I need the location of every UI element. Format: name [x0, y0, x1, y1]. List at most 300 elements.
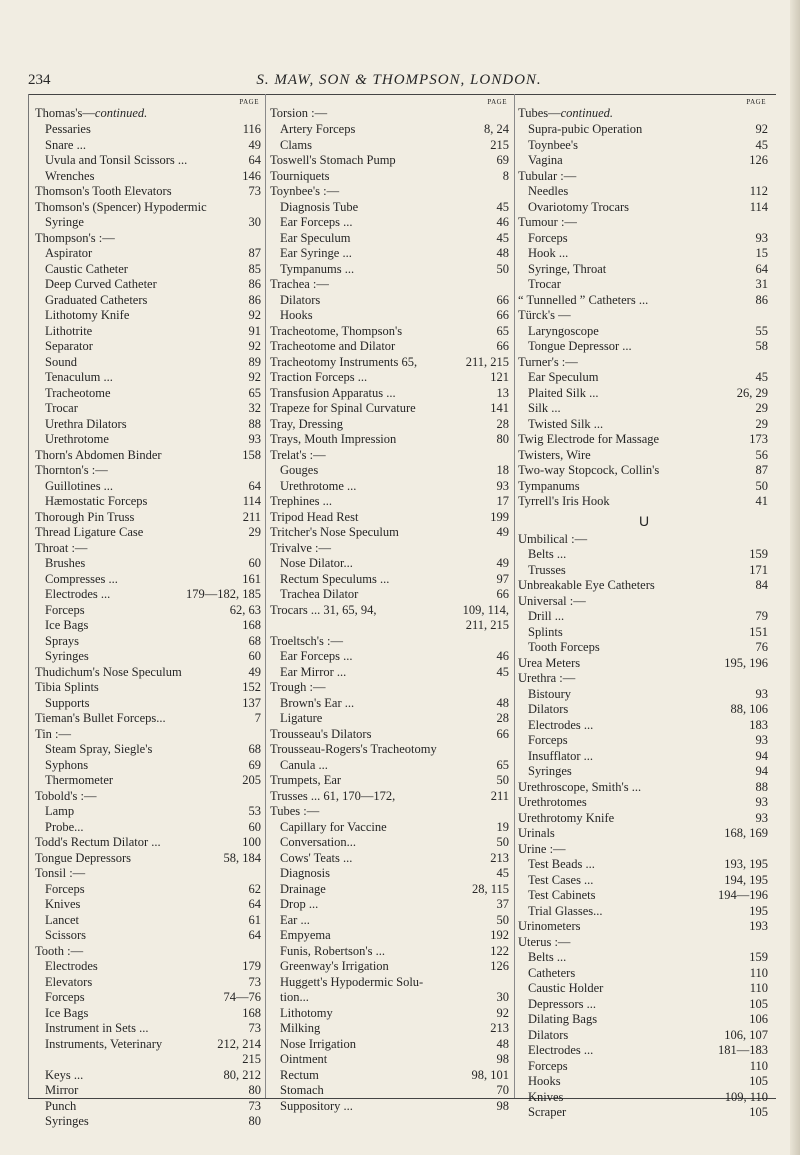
index-entry	[270, 184, 511, 200]
index-entry	[270, 820, 511, 836]
index-entry	[518, 494, 770, 510]
entry-label: Milking	[280, 1021, 321, 1035]
entry-label: Urethra :—	[518, 671, 576, 685]
entry-label: Ointment	[280, 1052, 328, 1066]
entry-label: Hæmostatic Forceps	[45, 494, 148, 508]
index-entry	[35, 758, 263, 774]
entry-page-ref: 8, 24	[484, 122, 509, 136]
entry-page-ref: 45	[496, 230, 509, 245]
entry-label: Thudichum's Nose Speculum	[35, 664, 182, 679]
index-entry	[35, 417, 263, 433]
entry-label: Depressors ...	[528, 996, 597, 1011]
column-heading	[518, 96, 770, 122]
index-entry	[518, 1090, 770, 1106]
index-entry	[518, 640, 770, 656]
entry-label: Tobold's :—	[35, 788, 97, 803]
entry-label: Thornton's :—	[35, 463, 108, 477]
index-entry	[518, 532, 770, 548]
entry-label: Punch	[45, 1098, 77, 1113]
index-entry	[35, 944, 263, 960]
entry-label: Todd's Rectum Dilator ...	[35, 835, 161, 849]
index-entry	[35, 789, 263, 805]
entry-label: Rectum	[280, 1067, 319, 1082]
entry-label: Trays, Mouth Impression	[270, 432, 397, 446]
index-entry	[35, 308, 263, 324]
entry-page-ref: 110	[749, 981, 768, 995]
entry-page-ref: 31	[755, 277, 768, 291]
entry-page-ref: 88, 106	[730, 702, 768, 716]
index-entry	[270, 618, 511, 634]
entry-label: Test Cases ...	[528, 872, 594, 887]
entry-label: Thompson's :—	[35, 230, 115, 245]
entry-label: Tracheotome, Thompson's	[270, 323, 403, 338]
index-entry	[518, 262, 770, 278]
index-entry	[518, 795, 770, 811]
entry-label: Toynbee's :—	[270, 184, 340, 198]
entry-label: Lithotomy	[280, 1005, 333, 1020]
entry-label: Cows' Teats ...	[280, 850, 353, 865]
entry-label: Scraper	[528, 1105, 567, 1119]
entry-label: Trephines ...	[270, 494, 333, 508]
entry-label: Caustic Catheter	[45, 261, 128, 276]
index-entry	[35, 556, 263, 572]
entry-page-ref: 183	[749, 717, 768, 732]
index-entry	[270, 1052, 511, 1068]
index-entry	[35, 401, 263, 417]
entry-page-ref: 64	[248, 897, 261, 911]
entry-label: Deep Curved Catheter	[45, 277, 157, 291]
entry-label: Throat :—	[35, 540, 88, 555]
entry-page-ref: 116	[242, 122, 261, 136]
entry-page-ref: 73	[248, 1098, 261, 1113]
index-entry	[518, 479, 770, 495]
index-entry	[270, 789, 511, 805]
index-entry	[518, 339, 770, 355]
entry-label: Vagina	[528, 153, 563, 167]
index-entry	[35, 1037, 263, 1053]
entry-label: Sprays	[45, 633, 80, 648]
entry-page-ref: 80	[248, 1114, 261, 1128]
entry-label: Ligature	[280, 711, 323, 725]
entry-label: Drop ...	[280, 897, 319, 911]
index-entry	[270, 913, 511, 929]
entry-label: Transfusion Apparatus ...	[270, 385, 396, 400]
index-entry	[270, 680, 511, 696]
index-entry	[35, 432, 263, 448]
entry-page-ref: 212, 214	[217, 1036, 261, 1051]
index-entry	[518, 656, 770, 672]
entry-label: Ear Speculum	[528, 370, 599, 384]
entry-page-ref: 80	[496, 432, 509, 446]
index-entry	[270, 355, 511, 371]
entry-page-ref: 49	[496, 556, 509, 570]
entry-label: Catheters	[528, 965, 576, 980]
entry-label: Trusses ... 61, 170—172,	[270, 788, 396, 803]
index-entry	[270, 541, 511, 557]
entry-page-ref: 151	[749, 624, 768, 639]
index-entry	[270, 742, 511, 758]
index-entry	[518, 463, 770, 479]
index-entry	[518, 888, 770, 904]
entry-page-ref: 211, 215	[465, 618, 509, 632]
entry-label: Wrenches	[45, 168, 95, 183]
entry-page-ref: 56	[755, 447, 768, 462]
entry-label: Trelat's :—	[270, 447, 326, 462]
index-entry	[518, 764, 770, 780]
entry-page-ref: 45	[496, 664, 509, 679]
entry-page-ref: 213	[490, 1021, 509, 1035]
index-entry	[518, 1043, 770, 1059]
index-entry	[35, 866, 263, 882]
index-entry	[518, 609, 770, 625]
entry-page-ref: 94	[755, 748, 768, 763]
index-entry	[35, 572, 263, 588]
index-entry	[35, 153, 263, 169]
index-entry	[35, 541, 263, 557]
index-entry	[270, 432, 511, 448]
entry-page-ref: 173	[749, 432, 768, 446]
entry-label: Laryngoscope	[528, 323, 599, 338]
index-entry	[35, 882, 263, 898]
entry-label: Traction Forceps ...	[270, 370, 368, 384]
index-entry	[518, 153, 770, 169]
entry-label: Funis, Robertson's ...	[280, 943, 386, 958]
index-entry	[270, 494, 511, 510]
index-entry	[270, 401, 511, 417]
entry-label: Tooth Forceps	[528, 640, 600, 654]
entry-label: Thorn's Abdomen Binder	[35, 447, 162, 462]
index-entry	[518, 780, 770, 796]
entry-label: Tracheotomy Instruments 65,	[270, 354, 418, 369]
index-entry	[270, 572, 511, 588]
index-entry	[35, 913, 263, 929]
entry-label: Unbreakable Eye Catheters	[518, 578, 655, 592]
entry-label: Tongue Depressor ...	[528, 339, 632, 353]
entry-label: Dilating Bags	[528, 1012, 598, 1026]
page-header	[28, 72, 770, 92]
index-entry	[35, 1052, 263, 1068]
index-entry	[35, 262, 263, 278]
entry-label: Toswell's Stomach Pump	[270, 153, 396, 167]
entry-page-ref: 110	[749, 1058, 768, 1073]
entry-label: Lithotrite	[45, 323, 93, 338]
entry-page-ref: 69	[496, 153, 509, 167]
entry-page-ref: 17	[496, 494, 509, 508]
entry-page-ref: 60	[248, 819, 261, 834]
entry-label: Electrodes ...	[528, 717, 594, 732]
entry-label: Hooks	[528, 1074, 561, 1088]
entry-page-ref: 193	[749, 919, 768, 933]
entry-page-ref: 122	[490, 943, 509, 958]
index-entry	[35, 525, 263, 541]
entry-label: Syphons	[45, 757, 89, 772]
index-entry	[270, 556, 511, 572]
left-rule	[28, 94, 29, 1098]
index-entry	[35, 1021, 263, 1037]
entry-page-ref: 66	[496, 726, 509, 741]
entry-label: Trocar	[528, 277, 561, 291]
entry-page-ref: 45	[755, 137, 768, 152]
entry-page-ref: 45	[496, 199, 509, 214]
entry-label: Nose Irrigation	[280, 1036, 357, 1051]
entry-label: Dilators	[280, 292, 321, 307]
entry-label: Uvula and Tonsil Scissors ...	[45, 153, 188, 167]
index-entry	[35, 851, 263, 867]
entry-page-ref: 46	[496, 649, 509, 663]
entry-page-ref: 195, 196	[724, 655, 768, 670]
page-edge	[790, 0, 800, 1155]
entry-label: Thermometer	[45, 773, 114, 787]
index-entry	[518, 200, 770, 216]
index-entry	[518, 138, 770, 154]
entry-label: Electrodes ...	[45, 587, 111, 601]
entry-page-ref: 92	[496, 1005, 509, 1020]
page-column-label: PAGE	[746, 98, 766, 106]
entry-label: Instruments, Veterinary	[45, 1036, 163, 1051]
entry-label: Toynbee's	[528, 137, 578, 152]
entry-page-ref: 50	[496, 912, 509, 927]
entry-page-ref: 98, 101	[471, 1067, 509, 1082]
entry-label: Caustic Holder	[528, 981, 604, 995]
entry-label: Forceps	[45, 602, 85, 617]
entry-label: Sound	[45, 354, 77, 369]
entry-label: Ear ...	[280, 912, 310, 927]
entry-page-ref: 64	[248, 478, 261, 493]
entry-page-ref: 88	[755, 779, 768, 794]
entry-label: Urethrotome ...	[280, 478, 357, 493]
entry-page-ref: 121	[490, 370, 509, 384]
index-entry	[518, 1028, 770, 1044]
index-entry	[518, 811, 770, 827]
entry-page-ref: 74—76	[223, 990, 261, 1004]
index-entry	[270, 665, 511, 681]
entry-label: Urethrotomy Knife	[518, 810, 615, 825]
index-entry	[518, 702, 770, 718]
entry-label: Knives	[528, 1089, 564, 1104]
entry-page-ref: 73	[248, 974, 261, 989]
entry-page-ref: 30	[248, 215, 261, 229]
index-entry	[270, 944, 511, 960]
index-entry	[35, 649, 263, 665]
entry-page-ref: 105	[749, 1074, 768, 1088]
index-entry	[35, 293, 263, 309]
entry-label: Tracheotome and Dilator	[270, 339, 396, 353]
entry-label: Keys ...	[45, 1067, 84, 1082]
entry-page-ref: 93	[755, 795, 768, 809]
column-heading	[35, 96, 263, 122]
entry-page-ref: 64	[755, 261, 768, 276]
index-entry	[518, 231, 770, 247]
index-entry	[518, 594, 770, 610]
entry-label: Guillotines ...	[45, 478, 114, 493]
entry-label: Silk ...	[528, 401, 561, 415]
index-entry	[270, 1099, 511, 1115]
entry-label: Supra-pubic Operation	[528, 122, 643, 136]
entry-page-ref: 192	[490, 928, 509, 942]
index-entry	[270, 727, 511, 743]
entry-page-ref: 161	[242, 571, 261, 586]
entry-page-ref: 48	[496, 1036, 509, 1051]
index-entry	[270, 882, 511, 898]
entry-label: Tenaculum ...	[45, 370, 113, 384]
index-entry	[270, 308, 511, 324]
entry-page-ref: 73	[248, 184, 261, 198]
entry-page-ref: 50	[755, 478, 768, 493]
entry-label: Diagnosis	[280, 866, 330, 880]
entry-label: Pessaries	[45, 122, 91, 136]
entry-label: Brushes	[45, 556, 86, 570]
entry-label: Dilators	[528, 1027, 569, 1042]
entry-label: Tieman's Bullet Forceps...	[35, 711, 166, 725]
entry-page-ref: 65	[496, 323, 509, 338]
column-title: Tubes—continued.	[518, 106, 614, 120]
entry-page-ref: 50	[496, 835, 509, 849]
entry-page-ref: 97	[496, 571, 509, 586]
entry-page-ref: 66	[496, 587, 509, 601]
entry-label: Empyema	[280, 928, 331, 942]
entry-label: Turner's :—	[518, 354, 578, 369]
index-entry	[270, 1083, 511, 1099]
entry-label: Urine :—	[518, 841, 566, 856]
index-entry	[518, 873, 770, 889]
index-entry	[35, 603, 263, 619]
entry-page-ref: 205	[242, 773, 261, 787]
index-entry	[270, 510, 511, 526]
entry-label: Syringe	[45, 215, 84, 229]
entry-label: Trapeze for Spinal Curvature	[270, 401, 416, 415]
index-entry	[35, 277, 263, 293]
entry-label: Tibia Splints	[35, 680, 99, 694]
entry-label: Trusses	[528, 562, 566, 577]
index-entry	[518, 324, 770, 340]
entry-label: Capillary for Vaccine	[280, 819, 387, 834]
index-entry	[35, 246, 263, 262]
entry-label: Graduated Catheters	[45, 292, 148, 307]
index-entry	[35, 1114, 263, 1130]
entry-page-ref: 49	[248, 137, 261, 152]
entry-label: Bistoury	[528, 686, 572, 701]
entry-label: Brown's Ear ...	[280, 695, 355, 710]
entry-page-ref: 62, 63	[229, 602, 261, 617]
page-column-label: PAGE	[487, 98, 507, 106]
entry-page-ref: 114	[749, 199, 768, 214]
index-entry	[35, 169, 263, 185]
entry-page-ref: 37	[496, 897, 509, 911]
entry-page-ref: 93	[755, 733, 768, 747]
entry-label: Syringe, Throat	[528, 261, 607, 276]
entry-label: Tracheotome	[45, 385, 111, 400]
entry-page-ref: 66	[496, 339, 509, 353]
index-entry	[35, 897, 263, 913]
entry-page-ref: 29	[248, 525, 261, 539]
index-entry	[35, 928, 263, 944]
entry-label: Tubular :—	[518, 168, 577, 183]
index-entry	[270, 277, 511, 293]
entry-page-ref: 199	[490, 509, 509, 524]
entry-page-ref: 211	[490, 788, 509, 803]
entry-page-ref: 126	[749, 153, 768, 167]
index-entry	[518, 997, 770, 1013]
index-entry	[270, 169, 511, 185]
entry-page-ref: 159	[749, 547, 768, 561]
entry-label: Tourniquets	[270, 168, 330, 183]
entry-label: Plaited Silk ...	[528, 385, 599, 400]
index-entry	[518, 826, 770, 842]
entry-page-ref: 93	[755, 686, 768, 701]
entry-label: Dilators	[528, 702, 569, 716]
entry-page-ref: 66	[496, 308, 509, 322]
entry-label: Tympanums ...	[280, 261, 355, 276]
index-entry	[35, 479, 263, 495]
index-entry	[518, 904, 770, 920]
entry-label: Syringes	[45, 1114, 89, 1128]
entry-label: Trousseau-Rogers's Tracheotomy	[270, 742, 437, 756]
entry-label: Trivalve :—	[270, 540, 331, 555]
entry-label: Urethrotome	[45, 432, 109, 446]
entry-page-ref: 68	[248, 633, 261, 648]
entry-page-ref: 50	[496, 773, 509, 787]
entry-label: Supports	[45, 695, 90, 710]
index-entry	[270, 835, 511, 851]
index-entry	[35, 665, 263, 681]
entry-page-ref: 86	[755, 292, 768, 307]
index-entry	[518, 547, 770, 563]
entry-page-ref: 94	[755, 764, 768, 778]
index-entry	[35, 1083, 263, 1099]
entry-page-ref: 194—196	[718, 888, 768, 902]
entry-page-ref: 28, 115	[471, 881, 509, 896]
index-entry	[35, 448, 263, 464]
entry-page-ref: 80	[248, 1083, 261, 1097]
entry-label: Tubes :—	[270, 804, 320, 818]
entry-label: Trocar	[45, 401, 78, 415]
index-entry	[35, 634, 263, 650]
index-entry	[270, 603, 511, 619]
entry-page-ref: 73	[248, 1021, 261, 1035]
entry-page-ref: 49	[248, 664, 261, 679]
entry-label: Knives	[45, 897, 81, 911]
entry-page-ref: 45	[755, 370, 768, 384]
index-entry	[270, 990, 511, 1006]
column-divider	[265, 94, 266, 1098]
entry-label: Urethra Dilators	[45, 416, 127, 431]
entry-label: Thorough Pin Truss	[35, 509, 135, 524]
entry-page-ref: 193, 195	[724, 857, 768, 871]
entry-label: Ice Bags	[45, 1005, 89, 1020]
index-entry	[35, 727, 263, 743]
entry-label: Electrodes	[45, 959, 98, 973]
index-entry	[270, 649, 511, 665]
index-entry	[270, 122, 511, 138]
index-entry	[35, 711, 263, 727]
index-entry	[270, 370, 511, 386]
entry-label: Forceps	[528, 1058, 568, 1073]
entry-label: Probe...	[45, 819, 84, 834]
entry-page-ref: 7	[254, 711, 261, 725]
entry-label: Ear Speculum	[280, 230, 351, 245]
index-entry	[35, 990, 263, 1006]
entry-page-ref: 64	[248, 928, 261, 942]
entry-page-ref: 65	[248, 385, 261, 400]
index-entry	[518, 448, 770, 464]
index-entry	[518, 308, 770, 324]
index-entry	[518, 966, 770, 982]
entry-label: Trial Glasses...	[528, 903, 603, 918]
entry-page-ref: 105	[749, 996, 768, 1011]
page-number: 234	[28, 72, 51, 88]
entry-page-ref: 15	[755, 246, 768, 260]
index-entry	[270, 463, 511, 479]
